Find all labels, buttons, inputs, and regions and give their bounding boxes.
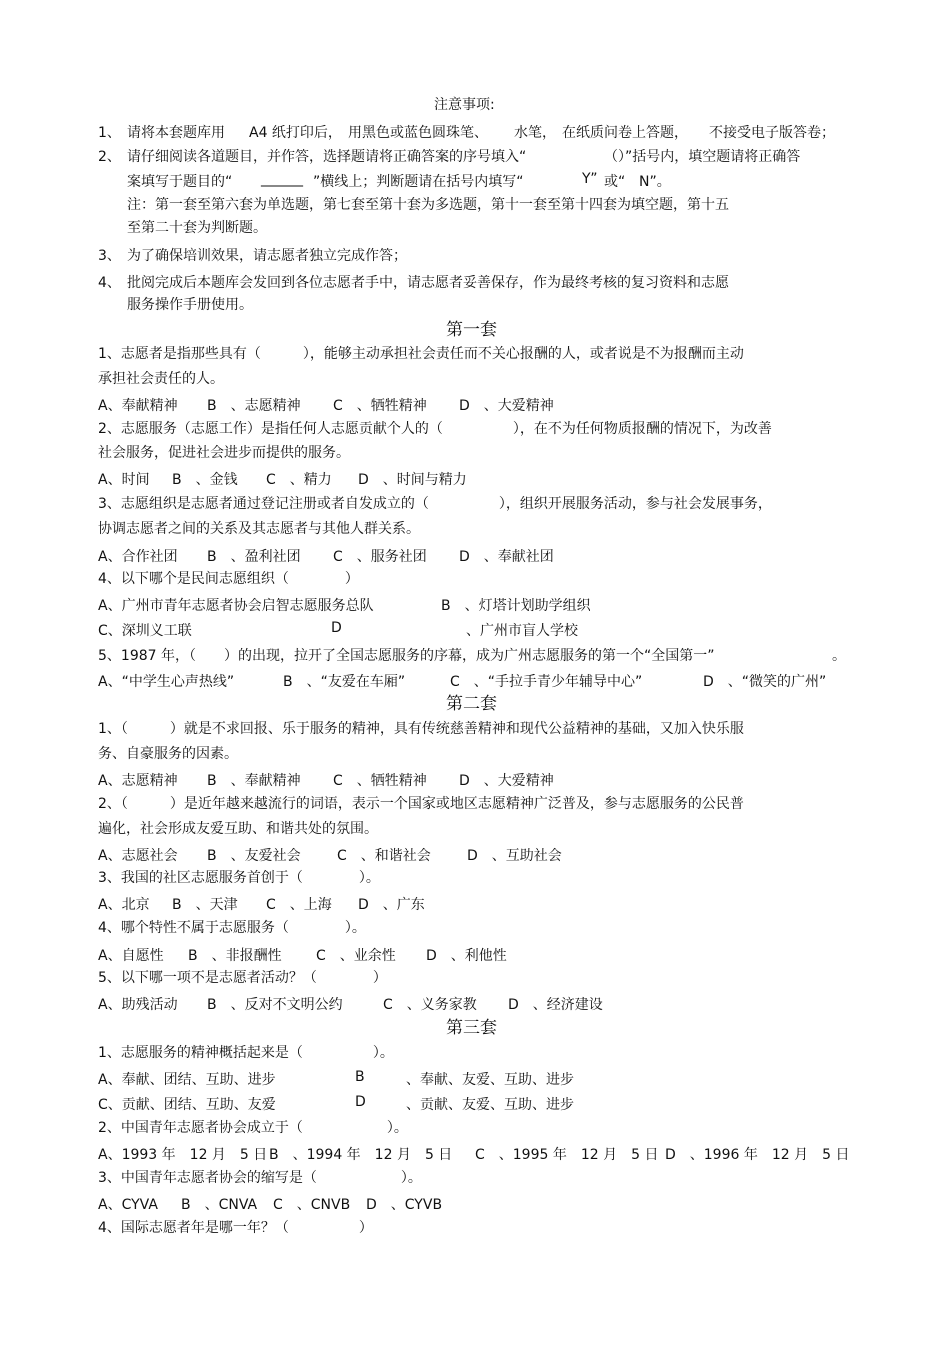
option: C 、1995 年 12 月 5 日: [475, 1147, 659, 1163]
question-text: 2、（ ）是近年越来越流行的词语，表示一个国家或地区志愿精神广泛普及，参与志愿服务的公民普: [98, 796, 744, 812]
option: A、北京: [98, 897, 150, 913]
option: D 、广东: [358, 897, 425, 913]
option: D 、大爱精神: [459, 773, 554, 789]
set-title: 第三套: [446, 1018, 497, 1038]
option: C 、服务社团: [333, 549, 427, 565]
option: C 、CNVB: [273, 1197, 351, 1213]
notice-item-number: 3、: [98, 248, 121, 264]
notice-text: 用黑色或蓝色圆珠笔、: [348, 125, 488, 141]
notice-text: 为了确保培训效果，请志愿者独立完成作答；: [127, 248, 407, 264]
notice-text: 案填写于题目的“: [127, 174, 233, 190]
set-title: 第一套: [446, 320, 497, 340]
notice-text: N”。: [639, 174, 671, 190]
notice-text: 至第二十套为判断题。: [127, 220, 267, 236]
option: B 、友爱社会: [207, 848, 301, 864]
question-text: 。: [832, 648, 846, 664]
option: D 、利他性: [426, 948, 507, 964]
notice-text: 或“: [604, 174, 626, 190]
notice-text: ”横线上；判断题请在括号内填写“: [313, 174, 524, 190]
option: C 、和谐社会: [337, 848, 431, 864]
notice-text: 请仔细阅读各道题目，并作答，选择题请将正确答案的序号填入“: [127, 149, 527, 165]
option: C 、牺牲精神: [333, 398, 427, 414]
option: B 、反对不文明公约: [207, 997, 343, 1013]
option: D 、1996 年 12 月 5 日: [665, 1147, 850, 1163]
notice-text: 批阅完成后本题库会发回到各位志愿者手中，请志愿者妥善保存，作为最终考核的复习资料和志愿: [127, 275, 729, 291]
question-text: 5、1987 年，（ ）的出现，拉开了全国志愿服务的序幕，成为广州志愿服务的第一个“全国第一”: [98, 648, 715, 664]
option: A、广州市青年志愿者协会启智志愿服务总队: [98, 598, 374, 614]
option: C 、精力: [266, 472, 332, 488]
option: D 、CYVB: [366, 1197, 443, 1213]
option: B 、盈利社团: [207, 549, 301, 565]
option: B 、CNVA: [181, 1197, 258, 1213]
question-text: 承担社会责任的人。: [98, 371, 224, 387]
notice-item-number: 1、: [98, 125, 121, 141]
option: B 、金钱: [172, 472, 238, 488]
notice-text: ______: [261, 171, 303, 187]
option: A、奉献、团结、互助、进步: [98, 1072, 276, 1088]
option: B 、非报酬性: [188, 948, 282, 964]
notice-text: 注：第一套至第六套为单选题，第七套至第十套为多选题，第十一套至第十四套为填空题，第十五: [127, 197, 729, 213]
notice-text: Y”: [582, 171, 598, 187]
question-text: 1、（ ）就是不求回报、乐于服务的精神，具有传统慈善精神和现代公益精神的基础，又加入快乐服: [98, 721, 744, 737]
question-text: 遍化，社会形成友爱互助、和谐共处的氛围。: [98, 821, 378, 837]
option: A、1993 年 12 月 5 日: [98, 1147, 268, 1163]
option: B 、1994 年 12 月 5 日: [269, 1147, 453, 1163]
option: 、广州市盲人学校: [466, 623, 578, 639]
option: C、深圳义工联: [98, 623, 192, 639]
option: A、奉献精神: [98, 398, 178, 414]
question-text: 4、哪个特性不属于志愿服务（ ）。: [98, 920, 366, 936]
notice-text: 服务操作手册使用。: [127, 297, 253, 313]
option: C 、义务家教: [383, 997, 477, 1013]
option: D 、奉献社团: [459, 549, 554, 565]
notice-text: 请将本套题库用: [127, 125, 225, 141]
option: A、自愿性: [98, 948, 164, 964]
notice-item-number: 4、: [98, 275, 121, 291]
option: B: [355, 1069, 365, 1085]
option: C 、牺牲精神: [333, 773, 427, 789]
notice-text: 水笔，: [514, 125, 556, 141]
question-text: 5、以下哪一项不是志愿者活动？（ ）: [98, 970, 387, 986]
question-text: 3、我国的社区志愿服务首创于（ ）。: [98, 870, 380, 886]
option: 、贡献、友爱、互助、进步: [406, 1097, 574, 1113]
question-text: 3、中国青年志愿者协会的缩写是（ ）。: [98, 1170, 422, 1186]
question-text: 1、志愿者是指那些具有（ ），能够主动承担社会责任而不关心报酬的人，或者说是不为报酬而主动: [98, 346, 744, 362]
option: C 、业余性: [316, 948, 396, 964]
notice-text: （）”括号内，填空题请将正确答: [604, 149, 801, 165]
question-text: 4、以下哪个是民间志愿组织（ ）: [98, 571, 359, 587]
notice-item-number: 2、: [98, 149, 121, 165]
option: A、“中学生心声热线”: [98, 674, 235, 690]
question-text: 3、志愿组织是志愿者通过登记注册或者自发成立的（ ），组织开展服务活动，参与社会发展事务，: [98, 496, 772, 512]
question-text: 协调志愿者之间的关系及其志愿者与其他人群关系。: [98, 521, 420, 537]
option: A、志愿社会: [98, 848, 178, 864]
option: 、奉献、友爱、互助、进步: [406, 1072, 574, 1088]
notice-text: A4 纸打印后，: [249, 125, 342, 141]
question-text: 2、中国青年志愿者协会成立于（ ）。: [98, 1120, 408, 1136]
option: D 、互助社会: [467, 848, 562, 864]
option: B 、灯塔计划助学组织: [441, 598, 591, 614]
option: D 、大爱精神: [459, 398, 554, 414]
option: A、志愿精神: [98, 773, 178, 789]
option: C 、上海: [266, 897, 332, 913]
option: A、CYVA: [98, 1197, 158, 1213]
question-text: 2、志愿服务（志愿工作）是指任何人志愿贡献个人的（ ），在不为任何物质报酬的情况下，为改善: [98, 421, 772, 437]
option: A、合作社团: [98, 549, 178, 565]
option: C、贡献、团结、互助、友爱: [98, 1097, 276, 1113]
question-text: 务、自豪服务的因素。: [98, 746, 238, 762]
option: D 、经济建设: [508, 997, 603, 1013]
option: B 、奉献精神: [207, 773, 301, 789]
set-title: 第二套: [446, 694, 497, 714]
option: B 、“友爱在车厢”: [283, 674, 406, 690]
option: D 、“微笑的广州”: [703, 674, 827, 690]
question-text: 4、国际志愿者年是哪一年？（ ）: [98, 1220, 373, 1236]
notice-heading: 注意事项:: [434, 97, 495, 113]
option: D: [331, 620, 342, 636]
option: A、助残活动: [98, 997, 178, 1013]
option: D: [355, 1094, 366, 1110]
question-text: 1、志愿服务的精神概括起来是（ ）。: [98, 1045, 394, 1061]
option: B 、志愿精神: [207, 398, 301, 414]
option: D 、时间与精力: [358, 472, 467, 488]
notice-text: 不接受电子版答卷；: [709, 125, 835, 141]
option: B 、天津: [172, 897, 238, 913]
option: A、时间: [98, 472, 150, 488]
question-text: 社会服务，促进社会进步而提供的服务。: [98, 445, 350, 461]
notice-text: 在纸质问卷上答题，: [562, 125, 688, 141]
option: C 、“手拉手青少年辅导中心”: [450, 674, 643, 690]
